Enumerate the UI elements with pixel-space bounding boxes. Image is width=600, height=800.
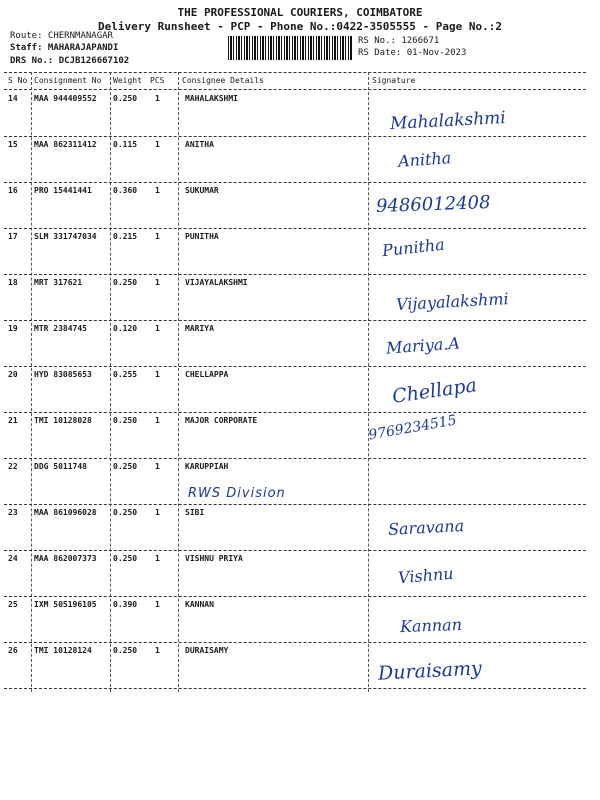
row-consignment-number: MRT 317621 xyxy=(34,278,83,287)
row-serial-number: 25 xyxy=(8,600,18,609)
row-serial-number: 17 xyxy=(8,232,18,241)
row-separator xyxy=(4,458,586,459)
row-consignee-name: PUNITHA xyxy=(185,232,219,241)
row-weight: 0.250 xyxy=(113,554,138,563)
row-pcs: 1 xyxy=(155,646,160,655)
row-consignment-number: MAA 944409552 xyxy=(34,94,97,103)
runsheet-subtitle: Delivery Runsheet - PCP - Phone No.:0422-3505555 - Page No.:2 xyxy=(98,20,502,33)
row-consignment-number: SLM 331747034 xyxy=(34,232,97,241)
handwritten-signature: 9769234515 xyxy=(367,412,458,444)
row-pcs: 1 xyxy=(155,140,160,149)
row-separator xyxy=(4,688,586,689)
row-separator xyxy=(4,228,586,229)
row-separator xyxy=(4,642,586,643)
handwritten-signature: Anitha xyxy=(397,148,452,171)
row-weight: 0.215 xyxy=(113,232,138,241)
row-consignment-number: MAA 862007373 xyxy=(34,554,97,563)
handwritten-signature: Kannan xyxy=(399,614,463,637)
row-consignee-name: VISHNU PRIYA xyxy=(185,554,243,563)
row-serial-number: 19 xyxy=(8,324,18,333)
row-consignment-number: DDG 5011748 xyxy=(34,462,87,471)
route-label: Route: CHERNMANAGAR xyxy=(10,31,113,41)
row-weight: 0.120 xyxy=(113,324,138,333)
row-pcs: 1 xyxy=(155,186,160,195)
row-serial-number: 21 xyxy=(8,416,18,425)
row-pcs: 1 xyxy=(155,416,160,425)
staff-label: Staff: MAHARAJAPANDI xyxy=(10,43,119,53)
row-separator xyxy=(4,504,586,505)
row-consignee-name: SIBI xyxy=(185,508,205,517)
row-consignee-name: KANNAN xyxy=(185,600,214,609)
row-separator xyxy=(4,596,586,597)
row-weight: 0.250 xyxy=(113,416,138,425)
column-header-pcs: PCS xyxy=(150,76,165,85)
handwritten-signature: Duraisamy xyxy=(377,657,483,685)
row-pcs: 1 xyxy=(155,554,160,563)
row-consignee-name: KARUPPIAH xyxy=(185,462,229,471)
column-separator xyxy=(368,72,369,692)
row-serial-number: 18 xyxy=(8,278,18,287)
row-separator xyxy=(4,320,586,321)
row-consignee-name: MARIYA xyxy=(185,324,214,333)
row-consignment-number: MAA 862311412 xyxy=(34,140,97,149)
column-separator xyxy=(110,72,111,692)
row-consignee-name: MAHALAKSHMI xyxy=(185,94,238,103)
row-consignee-name: VIJAYALAKSHMI xyxy=(185,278,248,287)
row-separator xyxy=(4,366,586,367)
row-pcs: 1 xyxy=(155,324,160,333)
row-pcs: 1 xyxy=(155,278,160,287)
column-header-signature: Signature xyxy=(372,76,416,85)
row-consignee-name: DURAISAMY xyxy=(185,646,229,655)
row-pcs: 1 xyxy=(155,462,160,471)
header-bottom-rule xyxy=(4,89,586,90)
handwritten-signature: Mariya.A xyxy=(385,333,461,358)
document-title: THE PROFESSIONAL COURIERS, COIMBATORE xyxy=(177,6,423,19)
row-consignment-number: TMI 10128124 xyxy=(34,646,92,655)
handwritten-signature: Chellapa xyxy=(390,374,479,408)
handwritten-signature: Punitha xyxy=(381,234,446,261)
barcode-image xyxy=(228,36,352,60)
row-weight: 0.360 xyxy=(113,186,138,195)
row-consignee-name: MAJOR CORPORATE xyxy=(185,416,258,425)
row-serial-number: 20 xyxy=(8,370,18,379)
rs-number: RS No.: 1266671 xyxy=(358,36,440,46)
row-consignment-number: MTR 2384745 xyxy=(34,324,87,333)
column-header-weight: Weight xyxy=(113,76,142,85)
row-weight: 0.250 xyxy=(113,646,138,655)
row-weight: 0.115 xyxy=(113,140,138,149)
row-pcs: 1 xyxy=(155,600,160,609)
row-consignment-number: PRO 15441441 xyxy=(34,186,92,195)
row-separator xyxy=(4,412,586,413)
row-consignment-number: TMI 10128028 xyxy=(34,416,92,425)
column-header-consignment: Consignment No xyxy=(34,76,102,85)
handwritten-signature: 9486012408 xyxy=(375,192,491,217)
row-weight: 0.255 xyxy=(113,370,138,379)
row-consignee-name: CHELLAPPA xyxy=(185,370,229,379)
row-weight: 0.390 xyxy=(113,600,138,609)
rs-date: RS Date: 01-Nov-2023 xyxy=(358,48,467,58)
row-consignee-name: SUKUMAR xyxy=(185,186,219,195)
row-separator xyxy=(4,182,586,183)
header-top-rule xyxy=(4,72,586,73)
row-separator xyxy=(4,274,586,275)
column-header-consignee: Consignee Details xyxy=(182,76,264,85)
handwritten-signature: Vijayalakshmi xyxy=(395,289,510,314)
drs-number: DRS No.: DCJB126667102 xyxy=(10,56,130,66)
row-separator xyxy=(4,550,586,551)
row-weight: 0.250 xyxy=(113,278,138,287)
row-consignment-number: HYD 83085653 xyxy=(34,370,92,379)
row-serial-number: 24 xyxy=(8,554,18,563)
row-serial-number: 16 xyxy=(8,186,18,195)
row-weight: 0.250 xyxy=(113,94,138,103)
row-serial-number: 15 xyxy=(8,140,18,149)
row-consignment-number: MAA 861096028 xyxy=(34,508,97,517)
row-serial-number: 23 xyxy=(8,508,18,517)
row-serial-number: 22 xyxy=(8,462,18,471)
handwritten-note: RWS Division xyxy=(188,486,286,501)
row-serial-number: 14 xyxy=(8,94,18,103)
row-consignee-name: ANITHA xyxy=(185,140,214,149)
row-serial-number: 26 xyxy=(8,646,18,655)
row-weight: 0.250 xyxy=(113,508,138,517)
row-pcs: 1 xyxy=(155,508,160,517)
column-separator xyxy=(178,72,179,692)
handwritten-signature: Vishnu xyxy=(397,563,455,588)
handwritten-signature: Saravana xyxy=(387,516,465,539)
column-separator xyxy=(31,72,32,692)
row-separator xyxy=(4,136,586,137)
column-header-sno: S No xyxy=(8,76,28,85)
row-pcs: 1 xyxy=(155,232,160,241)
row-pcs: 1 xyxy=(155,370,160,379)
row-consignment-number: IXM 505196105 xyxy=(34,600,97,609)
row-weight: 0.250 xyxy=(113,462,138,471)
row-pcs: 1 xyxy=(155,94,160,103)
handwritten-signature: Mahalakshmi xyxy=(389,107,507,135)
